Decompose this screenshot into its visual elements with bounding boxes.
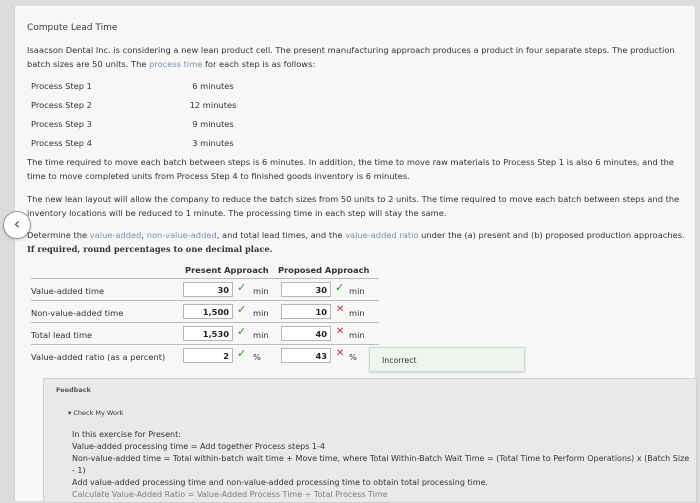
feedback-title: Feedback xyxy=(56,386,91,394)
page-title: Compute Lead Time xyxy=(27,23,118,33)
lean-layout-paragraph: The new lean layout will allow the company to reduce the batch sizes from 50 units to 2 units. The time required to move each batch between steps and the inventory locations will be reduced to 1 minute. The processing time in each step will stay the same. xyxy=(27,194,680,218)
present-va-ratio-input[interactable]: 2 xyxy=(183,348,233,363)
feedback-line: Calculate Value-Added Ratio = Value-Added Process Time ÷ Total Process Time xyxy=(72,490,388,499)
move-time-paragraph: The time required to move each batch between steps is 6 minutes. In addition, the time to move raw materials to Process Step 1 is also 6 minutes, and the time to move completed units from Process Step 4 to finished goods inventory is 6 minutes. xyxy=(27,157,675,181)
intro-text: Isaacson Dental Inc. is considering a new lean product cell. The present manufacturing approach produces a product in four separate steps. The production batch sizes are 50 units. The xyxy=(27,45,675,69)
cross-icon: ✕ xyxy=(336,304,345,315)
proposed-value-added-input[interactable]: 30 xyxy=(281,282,331,297)
proposed-non-value-added-input[interactable]: 10 xyxy=(281,304,331,319)
row-label: Non-value-added time xyxy=(31,308,124,318)
instr-text: under the (a) present and (b) proposed production approaches. xyxy=(418,230,685,240)
check-icon: ✓ xyxy=(237,303,247,316)
present-approach-header: Present Approach xyxy=(185,265,269,275)
question-panel xyxy=(14,6,695,501)
intro-suffix: for each step is as follows: xyxy=(202,59,316,69)
feedback-panel xyxy=(43,378,697,503)
header-divider xyxy=(31,278,379,279)
unit-label: % xyxy=(253,352,261,362)
unit-label: min xyxy=(253,330,269,340)
row-divider xyxy=(31,300,379,301)
proposed-va-ratio-input[interactable]: 43 xyxy=(281,348,331,363)
unit-label: min xyxy=(253,286,269,296)
row-label: Total lead time xyxy=(31,330,93,340)
cross-icon: ✕ xyxy=(336,348,345,359)
feedback-line: Add value-added processing time and non-value-added processing time to obtain total processing time. xyxy=(72,478,489,487)
step-label: Process Step 3 xyxy=(31,119,92,129)
process-time-link[interactable]: process time xyxy=(149,59,203,69)
step-label: Process Step 1 xyxy=(31,81,92,91)
present-total-lead-input[interactable]: 1,530 xyxy=(183,326,233,341)
check-icon: ✓ xyxy=(237,347,247,360)
proposed-approach-header: Proposed Approach xyxy=(278,265,370,275)
row-label: Value-added time xyxy=(31,286,105,296)
unit-label: min xyxy=(349,308,365,318)
row-divider xyxy=(31,344,379,345)
incorrect-tooltip: Incorrect xyxy=(369,347,525,372)
instructions-paragraph xyxy=(27,228,689,256)
step-label: Process Step 2 xyxy=(31,100,92,110)
feedback-line: Value-added processing time = Add together Process steps 1-4 xyxy=(72,442,325,451)
step-value: 12 minutes xyxy=(189,100,237,110)
instr-text: , and total lead times, and the xyxy=(216,230,346,240)
check-icon: ✓ xyxy=(335,281,345,294)
unit-label: min xyxy=(349,330,365,340)
triangle-down-icon: ▾ xyxy=(68,409,74,417)
unit-label: min xyxy=(349,286,365,296)
present-non-value-added-input[interactable]: 1,500 xyxy=(183,304,233,319)
check-my-work-label: Check My Work xyxy=(73,409,124,417)
present-value-added-input[interactable]: 30 xyxy=(183,282,233,297)
unit-label: min xyxy=(253,308,269,318)
non-value-added-link[interactable]: non-value-added xyxy=(146,230,217,240)
instr-text: , xyxy=(141,230,147,240)
rounding-instruction: If required, round percentages to one decimal place. xyxy=(27,244,273,254)
step-label: Process Step 4 xyxy=(31,138,92,148)
intro-paragraph xyxy=(27,43,689,71)
unit-label: % xyxy=(349,352,357,362)
step-value: 9 minutes xyxy=(192,119,234,129)
cross-icon: ✕ xyxy=(336,326,345,337)
row-label: Value-added ratio (as a percent) xyxy=(31,352,166,362)
value-added-ratio-link[interactable]: value-added ratio xyxy=(345,230,419,240)
back-arrow-button[interactable]: ‹ xyxy=(3,211,31,239)
feedback-line: Non-value-added time = Total within-batch wait time + Move time, where Total Within-Batch Wait Time = (Total Time to Perform Operations) x (Batch Size - 1) xyxy=(72,454,690,475)
check-icon: ✓ xyxy=(237,281,247,294)
feedback-line: In this exercise for Present: xyxy=(72,430,181,439)
value-added-link[interactable]: value-added xyxy=(89,230,142,240)
proposed-total-lead-input[interactable]: 40 xyxy=(281,326,331,341)
step-value: 3 minutes xyxy=(192,138,234,148)
instr-text: Determine the xyxy=(27,230,90,240)
row-divider xyxy=(31,322,379,323)
check-my-work-toggle[interactable] xyxy=(68,409,123,417)
step-value: 6 minutes xyxy=(192,81,234,91)
check-icon: ✓ xyxy=(237,325,247,338)
